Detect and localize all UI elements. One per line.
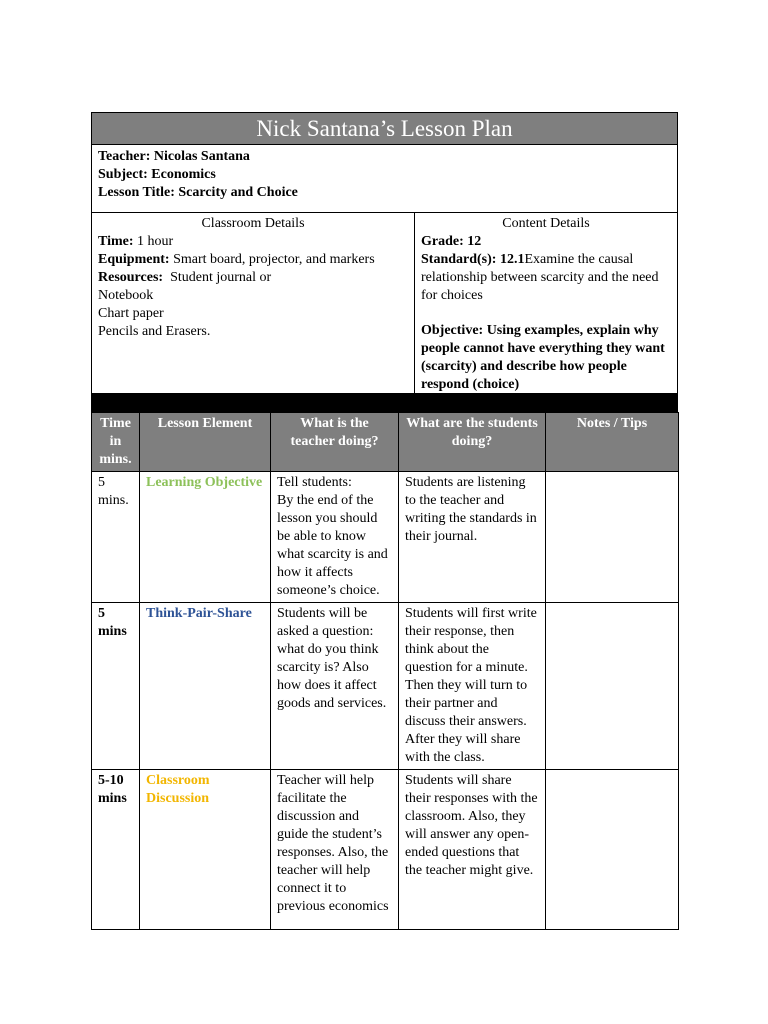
- row-notes: [546, 472, 679, 603]
- resource-item: Chart paper: [98, 306, 164, 321]
- table-row: [92, 603, 679, 770]
- resources-label: Resources:: [98, 270, 164, 285]
- divider-bar: [91, 394, 678, 412]
- classroom-details-heading: Classroom Details: [201, 216, 305, 231]
- content-details: [415, 213, 677, 393]
- lesson-elements-table: [91, 412, 679, 930]
- row-teacher: Tell students: By the end of the lesson you should be able to know what scarcity is and how it affects someone’s choice.: [271, 472, 399, 603]
- row-teacher: Teacher will help facilitate the discussion and guide the student’s responses. Also, the teacher will help connect it to previous economics: [271, 770, 399, 930]
- resources-detail: [98, 269, 408, 287]
- teacher-line: Teacher: Nicolas Santana: [98, 149, 250, 164]
- row-students: Students are listening to the teacher and writing the standards in their journal.: [399, 472, 546, 603]
- header-notes-tips: Notes / Tips: [546, 413, 679, 472]
- resource-item: Notebook: [98, 288, 154, 303]
- standard-value: Examine the causal relationship between scarcity and the need for choices: [421, 252, 659, 303]
- row-element-classroom-discussion: Classroom Discussion: [140, 770, 271, 930]
- lesson-info: [91, 145, 678, 213]
- row-notes: [546, 603, 679, 770]
- row-time: 5 mins.: [92, 472, 140, 603]
- content-details-heading: Content Details: [502, 216, 590, 231]
- time-value: 1 hour: [133, 234, 174, 249]
- equipment-detail: [98, 251, 408, 269]
- row-element-think-pair-share: Think-Pair-Share: [140, 603, 271, 770]
- table-row: [92, 472, 679, 603]
- resources-value: Student journal or: [163, 270, 272, 285]
- equipment-label: Equipment:: [98, 252, 170, 267]
- time-detail: [98, 233, 408, 251]
- table-header-row: [92, 413, 679, 472]
- row-students: Students will first write their response, then think about the question for a minute. Then they will turn to their partner and discuss their answers. After they will share with the class.: [399, 603, 546, 770]
- lesson-title-line: Lesson Title: Scarcity and Choice: [98, 185, 298, 200]
- table-row: [92, 770, 679, 930]
- lesson-plan-title: Nick Santana’s Lesson Plan: [91, 112, 678, 145]
- spacer: [421, 305, 671, 322]
- header-time: Time in mins.: [92, 413, 140, 472]
- equipment-value: Smart board, projector, and markers: [169, 252, 375, 267]
- objective-detail: Objective: Using examples, explain why people cannot have everything they want (scarcity) and describe how people respond (choice): [421, 323, 665, 392]
- classroom-details: [92, 213, 415, 393]
- resource-item: Pencils and Erasers.: [98, 324, 211, 339]
- header-lesson-element: Lesson Element: [140, 413, 271, 472]
- row-element-learning-objective: Learning Objective: [140, 472, 271, 603]
- row-students: Students will share their responses with the classroom. Also, they will answer any open-ended questions that the teacher might give.: [399, 770, 546, 930]
- row-teacher: Students will be asked a question: what do you think scarcity is? Also how does it affect goods and services.: [271, 603, 399, 770]
- row-notes: [546, 770, 679, 930]
- time-label: Time:: [98, 234, 134, 249]
- subject-line: Subject: Economics: [98, 167, 216, 182]
- details-section: [91, 213, 678, 394]
- header-students-doing: What are the students doing?: [399, 413, 546, 472]
- row-time: 5-10 mins: [92, 770, 140, 930]
- grade-detail: Grade: 12: [421, 234, 482, 249]
- standard-detail: [421, 251, 671, 305]
- header-teacher-doing: What is the teacher doing?: [271, 413, 399, 472]
- row-time: 5 mins: [92, 603, 140, 770]
- lesson-plan-page: [91, 112, 678, 930]
- standard-label: Standard(s): 12.1: [421, 252, 525, 267]
